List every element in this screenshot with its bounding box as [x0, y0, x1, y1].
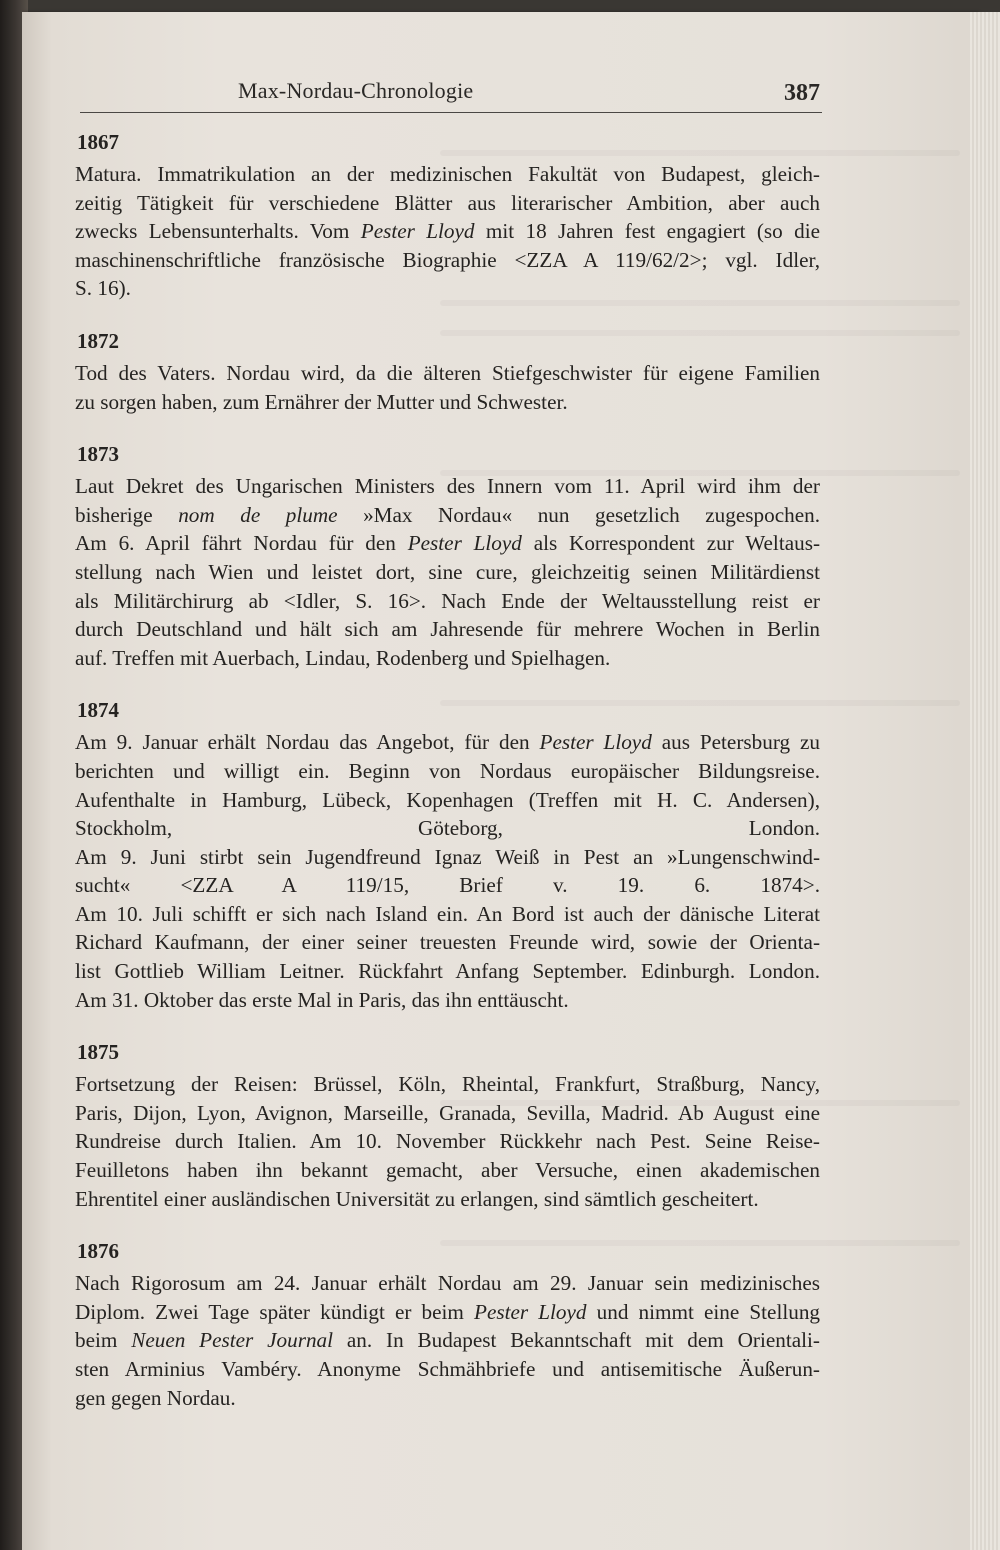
text-line: Laut Dekret des Ungarischen Ministers des Innern vom 11. April wird ihm der: [75, 474, 820, 499]
text-line: Feuilletons haben ihn bekannt gemacht, aber Versuche, einen akademischen: [75, 1158, 820, 1183]
year-heading: 1872: [77, 328, 119, 353]
text-line: maschinenschriftliche französische Biographie <ZZA A 119/62/2>; vgl. Idler,: [75, 247, 820, 272]
chronology-entry: [75, 440, 820, 672]
text-line: sten Arminius Vambéry. Anonyme Schmähbriefe und antisemitische Äußerun-: [75, 1357, 820, 1381]
text-line: Tod des Vaters. Nordau wird, da die älteren Stiefgeschwister für eigene Familien: [75, 360, 820, 385]
chronology-entry: [75, 1237, 820, 1412]
running-header: [80, 72, 822, 113]
text-line: Diplom. Zwei Tage später kündigt er beim Pester Lloyd und nimmt eine Stellung: [75, 1299, 821, 1324]
page-edge: [970, 12, 1000, 1550]
text-line: zu sorgen haben, zum Ernährer der Mutter und Schwester.: [75, 389, 568, 414]
text-line: Am 31. Oktober das erste Mal in Paris, das ihn enttäuscht.: [75, 987, 569, 1012]
text-line: Paris, Dijon, Lyon, Avignon, Marseille, Granada, Sevilla, Madrid. Ab August eine: [75, 1100, 820, 1125]
chronology-entry: [75, 327, 820, 416]
chronology-entry: [75, 128, 820, 303]
text-line: Am 10. Juli schifft er sich nach Island ein. An Bord ist auch der dänische Literat: [75, 901, 820, 926]
chronology-entry: [75, 1038, 820, 1213]
text-line: zwecks Lebensunterhalts. Vom Pester Lloyd mit 18 Jahren fest engagiert (so die: [75, 219, 821, 244]
text-line: berichten und willigt ein. Beginn von Nordaus europäischer Bildungsreise.: [75, 758, 820, 783]
text-line: Am 6. April fährt Nordau für den Pester Lloyd als Korrespondent zur Weltaus-: [75, 531, 821, 556]
year-heading: 1876: [77, 1239, 119, 1264]
year-heading: 1873: [77, 442, 119, 467]
text-line: durch Deutschland und hält sich am Jahresende für mehrere Wochen in Berlin: [75, 617, 820, 642]
text-line: Nach Rigorosum am 24. Januar erhält Nordau am 29. Januar sein medizinisches: [75, 1271, 820, 1296]
text-line: beim Neuen Pester Journal an. In Budapest Bekanntschaft mit dem Orientali-: [75, 1328, 820, 1353]
text-line: Fortsetzung der Reisen: Brüssel, Köln, Rheintal, Frankfurt, Straßburg, Nancy,: [75, 1072, 820, 1097]
text-line: zeitig Tätigkeit für verschiedene Blätter aus literarischer Ambition, aber auch: [75, 190, 820, 215]
text-line: Ehrentitel einer ausländischen Universität zu erlangen, sind sämtlich gescheitert.: [75, 1186, 759, 1211]
text-line: S. 16).: [75, 276, 131, 301]
chronology-body: [75, 128, 820, 1436]
year-heading: 1867: [77, 130, 119, 154]
text-line: Stockholm, Göteborg, London.: [75, 816, 820, 841]
text-line: Am 9. Januar erhält Nordau das Angebot, für den Pester Lloyd aus Petersburg zu: [75, 730, 820, 755]
text-line: Rundreise durch Italien. Am 10. November Rückkehr nach Pest. Seine Reise-: [75, 1129, 820, 1154]
text-line: als Militärchirurg ab <Idler, S. 16>. Nach Ende der Weltausstellung reist er: [75, 588, 820, 613]
text-line: auf. Treffen mit Auerbach, Lindau, Rodenberg und Spielhagen.: [75, 645, 611, 670]
running-title: Max-Nordau-Chronologie: [238, 78, 474, 103]
year-heading: 1874: [77, 698, 119, 723]
year-heading: 1875: [77, 1040, 119, 1065]
text-line: Am 9. Juni stirbt sein Jugendfreund Ignaz Weiß in Pest an »Lungenschwind-: [75, 844, 820, 869]
text-line: sucht« <ZZA A 119/15, Brief v. 19. 6. 1874>.: [75, 873, 820, 898]
text-line: Matura. Immatrikulation an der medizinischen Fakultät von Budapest, gleich-: [75, 162, 820, 186]
text-line: stellung nach Wien und leistet dort, sine cure, gleichzeitig seinen Militärdienst: [75, 559, 820, 584]
page-number: 387: [784, 80, 820, 106]
text-line: Richard Kaufmann, der einer seiner treuesten Freunde wird, sowie der Orienta-: [75, 930, 820, 955]
text-line: list Gottlieb William Leitner. Rückfahrt Anfang September. Edinburgh. London.: [75, 959, 820, 984]
text-line: bisherige nom de plume »Max Nordau« nun gesetzlich zugespochen.: [75, 502, 820, 527]
text-line: gen gegen Nordau.: [75, 1385, 236, 1410]
chronology-entry: [75, 696, 820, 1014]
text-line: Aufenthalte in Hamburg, Lübeck, Kopenhagen (Treffen mit H. C. Andersen),: [75, 787, 820, 812]
